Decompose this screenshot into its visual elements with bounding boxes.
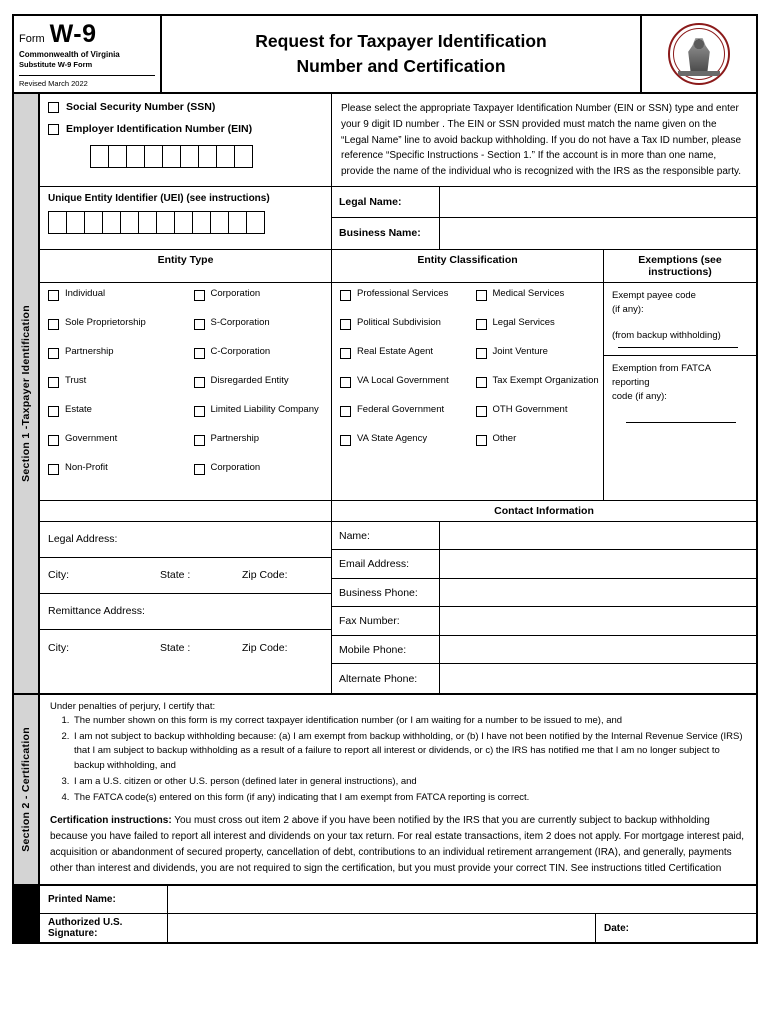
entity-class-label: Federal Government (357, 403, 445, 415)
authorized-signature-label: Authorized U.S. Signature: (40, 914, 168, 942)
entity-class-option[interactable] (468, 347, 604, 376)
legal-city-label: City: (48, 569, 69, 582)
signature-wrapper (14, 884, 756, 942)
address-contact-row (40, 522, 756, 693)
printed-name-label: Printed Name: (40, 886, 168, 913)
entity-class-option[interactable] (468, 318, 604, 347)
entity-type-option[interactable] (186, 434, 332, 463)
contact-column (332, 522, 756, 693)
entity-type-label: Corporation (210, 461, 261, 473)
certification-item: 3. I am a U.S. citizen or other U.S. person (defined later in general instructions), and (72, 775, 746, 790)
header-left-block (14, 16, 162, 92)
entity-type-right-column (186, 289, 332, 492)
business-name-label: Business Name: (332, 218, 440, 249)
signature-body (40, 886, 756, 942)
section1-wrapper (14, 94, 756, 693)
entity-type-checkbox[interactable] (48, 464, 59, 475)
section1-label-text: Section 1 -Taxpayer Identification (20, 305, 32, 482)
contact-header-spacer (40, 501, 332, 521)
fatca-code-input[interactable] (626, 422, 736, 423)
entity-class-checkbox[interactable] (340, 290, 351, 301)
section2-side-label (14, 695, 40, 885)
contact-fax-row (332, 607, 756, 636)
entity-class-right-column (468, 289, 604, 463)
entity-type-label: Sole Proprietorship (65, 316, 146, 328)
entity-type-checkbox[interactable] (48, 406, 59, 417)
form-word: Form (19, 33, 45, 45)
names-block (332, 187, 756, 249)
uei-digit-box[interactable] (138, 211, 157, 234)
entity-type-option[interactable] (40, 434, 186, 463)
entity-body-row (40, 283, 756, 501)
fatca-line2: code (if any): (612, 391, 667, 403)
contact-name-label: Name: (332, 522, 440, 550)
entity-type-checkbox[interactable] (194, 290, 205, 301)
contact-information-header: Contact Information (494, 504, 594, 517)
ein-checkbox[interactable] (48, 124, 59, 135)
entity-type-option[interactable] (40, 347, 186, 376)
entity-class-checkbox[interactable] (476, 319, 487, 330)
uei-digit-box[interactable] (210, 211, 229, 234)
contact-mobile-row (332, 636, 756, 665)
contact-business-phone-label: Business Phone: (332, 579, 440, 607)
contact-fax-input[interactable] (440, 607, 756, 635)
certification-item: 4. The FATCA code(s) entered on this form (if any) indicating that I am exempt from FATCA reporting is correct. (72, 791, 746, 806)
uei-row (40, 187, 756, 250)
entity-type-option[interactable] (186, 376, 332, 405)
entity-class-option[interactable] (332, 318, 468, 347)
certification-instructions (50, 813, 746, 876)
legal-address-label: Legal Address: (48, 533, 118, 546)
uei-digit-box[interactable] (120, 211, 139, 234)
entity-class-label: Real Estate Agent (357, 345, 434, 357)
entity-type-option[interactable] (40, 318, 186, 347)
uei-digit-box[interactable] (228, 211, 247, 234)
form-container (12, 14, 758, 944)
entity-type-checkbox[interactable] (194, 319, 205, 330)
address-column (40, 522, 332, 693)
header-title-block (162, 16, 640, 92)
legal-name-label: Legal Name: (332, 187, 440, 217)
signature-date-field[interactable] (596, 914, 756, 942)
entity-class-label: Professional Services (357, 287, 449, 299)
remittance-city-label: City: (48, 641, 69, 654)
uei-digit-box[interactable] (48, 211, 67, 234)
entity-type-checkbox[interactable] (194, 464, 205, 475)
entity-type-option[interactable] (186, 289, 332, 318)
entity-type-left-column (40, 289, 186, 492)
contact-email-row (332, 550, 756, 579)
entity-type-checkbox[interactable] (48, 435, 59, 446)
contact-alternate-label: Alternate Phone: (332, 664, 440, 693)
entity-type-label: S-Corporation (210, 316, 270, 328)
printed-name-row (40, 886, 756, 914)
tin-digit-boxes[interactable] (48, 145, 323, 168)
tin-digit-box[interactable] (126, 145, 145, 168)
uei-label: Unique Entity Identifier (UEI) (see instructions) (48, 192, 270, 204)
entity-class-label: Joint Venture (492, 345, 548, 357)
contact-mobile-label: Mobile Phone: (332, 636, 440, 664)
entity-type-checkbox[interactable] (194, 348, 205, 359)
entity-class-option[interactable] (468, 376, 604, 405)
certification-instructions-heading: Certification instructions: (50, 815, 172, 827)
contact-fax-label: Fax Number: (332, 607, 440, 635)
signature-side-bar (14, 886, 40, 942)
entity-type-checkbox[interactable] (48, 319, 59, 330)
exempt-payee-line3: (from backup withholding) (612, 330, 721, 342)
uei-block (40, 187, 332, 249)
ssn-checkbox[interactable] (48, 102, 59, 113)
legal-address-field[interactable] (40, 522, 331, 558)
remittance-zip-label: Zip Code: (242, 641, 288, 654)
entity-type-checkbox[interactable] (194, 377, 205, 388)
exempt-payee-line2: (if any): (612, 304, 644, 316)
entity-class-label: Legal Services (492, 316, 555, 328)
printed-name-input[interactable] (168, 886, 756, 913)
uei-digit-box[interactable] (246, 211, 265, 234)
entity-class-checkbox[interactable] (340, 406, 351, 417)
entity-class-option[interactable] (332, 434, 468, 463)
section2-label-text: Section 2 - Certification (20, 727, 32, 853)
entity-classification-header: Entity Classification (332, 250, 604, 282)
entity-type-label: Corporation (210, 287, 261, 299)
entity-type-option[interactable] (40, 405, 186, 434)
section2-wrapper (14, 693, 756, 885)
contact-name-row (332, 522, 756, 551)
certification-instructions-text: You must cross out item 2 above if you have been notified by the IRS that you are currently subject to backup withholding because you have failed to report all interest and dividends on your tax return. For real estate transactions, item 2 does not apply. For mortgage interest paid, acquisition or abandonment of secured property, cancellation of debt, contributions to an individual retirement arrangement (IRA), and generally, payments other than interest and dividends, you are not required to sign the certification, but you must provide your correct TIN. See instructions titled Certification (50, 815, 745, 874)
contact-email-label: Email Address: (332, 550, 440, 578)
tin-digit-box[interactable] (234, 145, 253, 168)
tin-row (40, 94, 756, 187)
uei-digit-box[interactable] (102, 211, 121, 234)
exempt-payee-line1: Exempt payee code (612, 289, 696, 301)
entity-class-checkbox[interactable] (476, 348, 487, 359)
tin-instructions-text: Please select the appropriate Taxpayer Identification Number (EIN or SSN) type and enter your 9 digit ID number . The EIN or SSN provided must match the name given on the “Legal Name” line to avoid backup withholding. If you do not have a Tax ID number, please reference “Specific Instructions - Section 1.” If the account is in more than one name, provide the name of the individual who is recognized with the IRS as the responsible party. (341, 103, 742, 178)
entity-class-label: Tax Exempt Organization (492, 374, 599, 386)
exempt-payee-code-input[interactable] (618, 347, 738, 348)
entity-type-option[interactable] (186, 347, 332, 376)
tin-digit-box[interactable] (180, 145, 199, 168)
uei-digit-box[interactable] (174, 211, 193, 234)
entity-type-label: Partnership (65, 345, 114, 357)
form-number: W-9 (49, 20, 97, 48)
remittance-city-state-zip-field[interactable] (40, 630, 331, 666)
entity-class-option[interactable] (468, 289, 604, 318)
entity-headers-row (40, 250, 756, 283)
entity-type-label: Limited Liability Company (210, 403, 319, 415)
entity-type-column (40, 283, 332, 500)
uei-digit-boxes[interactable] (48, 211, 323, 234)
certification-item: 2. I am not subject to backup withholding because: (a) I am exempt from backup withholding, or (b) I have not been notified by the Internal Revenue Service (IRS) that I am subject to backup withholding as a result of a failure to report all interest or dividends, or c) the IRS has notified me that I am no longer subject to backup withholding, and (72, 730, 746, 774)
authorized-signature-input[interactable] (168, 914, 596, 942)
entity-class-option[interactable] (332, 347, 468, 376)
entity-class-option[interactable] (468, 434, 604, 463)
remittance-state-label: State : (160, 641, 191, 654)
uei-digit-box[interactable] (156, 211, 175, 234)
entity-type-checkbox[interactable] (194, 435, 205, 446)
entity-class-checkbox[interactable] (476, 435, 487, 446)
certification-item: 1. The number shown on this form is my correct taxpayer identification number (or I am waiting for a number to be issued to me), and (72, 714, 746, 729)
entity-class-label: Medical Services (492, 287, 565, 299)
entity-classification-column (332, 283, 604, 500)
section1-side-label (14, 94, 40, 693)
contact-name-input[interactable] (440, 522, 756, 550)
fatca-line1: Exemption from FATCA reporting (612, 362, 711, 388)
section2-body (40, 695, 756, 885)
legal-state-label: State : (160, 569, 191, 582)
ssn-option[interactable] (48, 101, 323, 113)
entity-type-label: C-Corporation (210, 345, 271, 357)
entity-class-label: Other (492, 432, 517, 444)
commonwealth-label: Commonwealth of Virginia (19, 50, 120, 59)
legal-city-state-zip-field[interactable] (40, 558, 331, 594)
tin-selection-block (40, 94, 332, 186)
entity-class-checkbox[interactable] (340, 319, 351, 330)
contact-business-phone-row (332, 579, 756, 608)
signature-row (40, 914, 756, 942)
entity-type-header: Entity Type (40, 250, 332, 282)
entity-type-option[interactable] (186, 405, 332, 434)
legal-name-row (332, 187, 756, 218)
entity-class-label: OTH Government (492, 403, 568, 415)
entity-type-label: Non-Profit (65, 461, 108, 473)
page-title-line2: Number and Certification (296, 56, 506, 76)
entity-type-option[interactable] (186, 318, 332, 347)
tin-instructions-block (332, 94, 756, 186)
entity-class-label: Political Subdivision (357, 316, 441, 328)
ein-label: Employer Identification Number (EIN) (66, 123, 253, 135)
certification-list (50, 714, 746, 805)
entity-class-option[interactable] (332, 376, 468, 405)
entity-class-left-column (332, 289, 468, 463)
entity-class-label: VA State Agency (357, 432, 428, 444)
entity-type-checkbox[interactable] (194, 406, 205, 417)
tin-digit-box[interactable] (108, 145, 127, 168)
uei-digit-box[interactable] (84, 211, 103, 234)
tin-digit-box[interactable] (198, 145, 217, 168)
contact-alternate-input[interactable] (440, 664, 756, 693)
tin-digit-box[interactable] (162, 145, 181, 168)
entity-type-checkbox[interactable] (48, 377, 59, 388)
section1-body (40, 94, 756, 693)
entity-type-label: Disregarded Entity (210, 374, 289, 386)
virginia-state-seal-icon (668, 23, 730, 85)
entity-class-checkbox[interactable] (340, 348, 351, 359)
entity-type-label: Individual (65, 287, 106, 299)
substitute-label: Substitute W-9 Form (19, 60, 93, 69)
entity-class-option[interactable] (332, 405, 468, 434)
revised-date: Revised March 2022 (19, 75, 155, 88)
tin-digit-box[interactable] (144, 145, 163, 168)
entity-class-checkbox[interactable] (340, 435, 351, 446)
tin-digit-box[interactable] (90, 145, 109, 168)
contact-alternate-row (332, 664, 756, 693)
page-title-line1: Request for Taxpayer Identification (255, 30, 547, 51)
entity-class-option[interactable] (332, 289, 468, 318)
entity-type-checkbox[interactable] (48, 290, 59, 301)
entity-type-checkbox[interactable] (48, 348, 59, 359)
legal-zip-label: Zip Code: (242, 569, 288, 582)
exemptions-header: Exemptions (see instructions) (638, 253, 722, 278)
certification-intro: Under penalties of perjury, I certify that: (50, 700, 216, 712)
entity-class-checkbox[interactable] (476, 377, 487, 388)
entity-type-option[interactable] (40, 463, 186, 492)
contact-email-input[interactable] (440, 550, 756, 578)
entity-type-label: Government (65, 432, 118, 444)
entity-type-option[interactable] (40, 289, 186, 318)
date-label: Date: (604, 922, 630, 934)
entity-class-checkbox[interactable] (476, 406, 487, 417)
entity-class-checkbox[interactable] (476, 290, 487, 301)
contact-header-row (40, 501, 756, 522)
entity-class-label: VA Local Government (357, 374, 449, 386)
contact-mobile-input[interactable] (440, 636, 756, 664)
business-name-input[interactable] (440, 218, 756, 249)
entity-type-label: Estate (65, 403, 92, 415)
legal-name-input[interactable] (440, 187, 756, 217)
remittance-address-label: Remittance Address: (48, 605, 145, 618)
entity-class-checkbox[interactable] (340, 377, 351, 388)
ssn-label: Social Security Number (SSN) (66, 101, 216, 113)
entity-type-option[interactable] (40, 376, 186, 405)
exemptions-column (604, 283, 756, 500)
uei-digit-box[interactable] (192, 211, 211, 234)
contact-business-phone-input[interactable] (440, 579, 756, 607)
exemptions-divider (604, 355, 756, 356)
header-seal-block (640, 16, 756, 92)
entity-type-option[interactable] (186, 463, 332, 492)
entity-type-label: Trust (65, 374, 87, 386)
business-name-row (332, 218, 756, 249)
entity-class-option[interactable] (468, 405, 604, 434)
remittance-address-field[interactable] (40, 594, 331, 630)
tin-digit-box[interactable] (216, 145, 235, 168)
form-header (14, 16, 756, 94)
uei-digit-box[interactable] (66, 211, 85, 234)
ein-option[interactable] (48, 123, 323, 135)
entity-type-label: Partnership (210, 432, 260, 444)
